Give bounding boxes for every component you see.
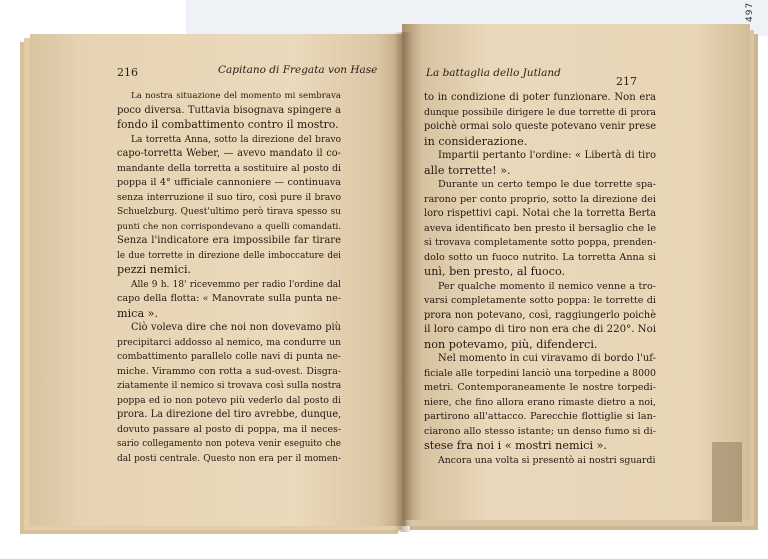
text-line: La nostra situazione del momento mi sembrava <box>131 91 341 101</box>
text-line: senza interruzione il suo tiro, così pure il bravo <box>117 191 341 203</box>
text-line: La torretta Anna, sotto la direzione del bravo <box>131 134 341 145</box>
text-line: combattimento parallelo colle navi di punta ne- <box>117 351 341 362</box>
text-line: prora non potevano, così, raggiungerlo poichè <box>424 309 656 321</box>
sticker-number: 497 <box>745 1 755 22</box>
text-line: unì, ben presto, al fuoco. <box>424 265 566 278</box>
left-page-number: 216 <box>117 66 138 79</box>
right-page-header: La battaglia dello Jutland <box>426 67 561 79</box>
text-line: le due torrette in direzione delle imboccature dei <box>117 250 341 261</box>
text-line: fondo il combattimento contro il mostro. <box>117 118 339 131</box>
text-line: to in condizione di poter funzionare. Non era <box>424 92 656 103</box>
text-line: loro rispettivi capi. Notai che la torretta Berta <box>424 208 656 219</box>
text-line: dolo sotto un fuoco nutrito. La torretta Anna si <box>424 251 656 263</box>
text-line: ciarono allo stesso istante; un denso fumo si di- <box>424 425 656 437</box>
text-line: mica ». <box>117 306 159 320</box>
text-line: aveva identificato ben presto il bersaglio che le <box>424 222 656 234</box>
text-line: sario collegamento non poteva venir eseguito che <box>117 439 341 449</box>
text-line: Alle 9 h. 18' ricevemmo per radio l'ordine dal <box>131 279 341 290</box>
text-line: poichè ormai solo queste potevano venir prese <box>424 121 656 132</box>
book-gutter <box>394 32 412 532</box>
text-line: Durante un certo tempo le due torrette spa- <box>438 179 656 190</box>
text-line: si trovava completamente sotto poppa, prenden- <box>424 237 656 248</box>
text-line: Impartii pertanto l'ordine: « Libertà di tiro <box>438 150 656 161</box>
text-line: Ciò voleva dire che noi non dovevamo più <box>131 322 341 333</box>
cover-edge <box>712 442 742 522</box>
text-line: poppa il 4° ufficiale cannoniere — continuava <box>117 177 341 188</box>
text-line: stese fra noi i « mostri nemici ». <box>424 439 607 452</box>
text-line: Nel momento in cui viravamo di bordo l'uf- <box>438 353 656 364</box>
text-line: partirono all'attacco. Parecchie flottiglie si lan- <box>424 411 656 422</box>
text-line: rarono per conto proprio, sotto la direzione dei <box>424 193 656 205</box>
text-line: Senza l'indicatore era impossibile far tirare <box>117 235 341 246</box>
text-line: alle torrette! ». <box>424 163 511 177</box>
text-line: il loro campo di tiro non era che di 220°. Noi <box>424 324 656 335</box>
text-line: metri. Contemporaneamente le nostre torpedi- <box>424 382 656 393</box>
text-line: mandante della torretta a sostituire al posto di <box>117 162 341 174</box>
text-line: Per qualche momento il nemico venne a tro- <box>438 280 656 292</box>
left-page-text <box>117 89 341 466</box>
right-page-text <box>424 91 656 468</box>
left-page-header: Capitano di Fregata von Hase <box>218 64 378 76</box>
text-line: varsi completamente sotto poppa: le torrette di <box>424 295 656 306</box>
right-page-number: 217 <box>616 75 637 88</box>
text-line: precipitarci addosso al nemico, ma condurre un <box>117 336 341 348</box>
text-line: dal posti centrale. Questo non era per il momen- <box>117 453 341 464</box>
text-line: poppa ed io non potevo più vederlo dal posto di <box>117 394 341 406</box>
text-line: Ancora una volta si presentò ai nostri sguardi <box>438 454 656 466</box>
text-line: pezzi nemici. <box>117 263 192 276</box>
text-line: miche. Virammo con rotta a sud-ovest. Disgra- <box>117 365 341 377</box>
text-line: ziatamente il nemico si trovava così sulla nostra <box>117 380 341 391</box>
text-line: non potevamo, più, difenderci. <box>424 337 598 351</box>
text-line: capo-torretta Weber, — avevo mandato il co- <box>117 148 341 159</box>
text-line: dunque possibile dirigere le due torrette di prora <box>424 106 656 118</box>
text-line: Schuelzburg. Quest'ultimo però tirava spesso su <box>117 207 341 217</box>
text-line: prora. La direzione del tiro avrebbe, dunque, <box>117 409 341 420</box>
text-line: punti che non corrispondevano a quelli comandati. <box>117 221 341 232</box>
text-line: capo della flotta: « Manovrate sulla punta ne- <box>117 293 341 304</box>
text-line: in considerazione. <box>424 134 528 148</box>
text-line: niere, che fino allora erano rimaste dietro a noi, <box>424 396 656 408</box>
text-line: dovuto passare al posto di poppa, ma il neces- <box>117 423 341 435</box>
text-line: poco diversa. Tuttavia bisognava spingere a <box>117 104 341 116</box>
text-line: ficiale alle torpedini lanciò una torpedine a 8000 <box>424 367 656 379</box>
